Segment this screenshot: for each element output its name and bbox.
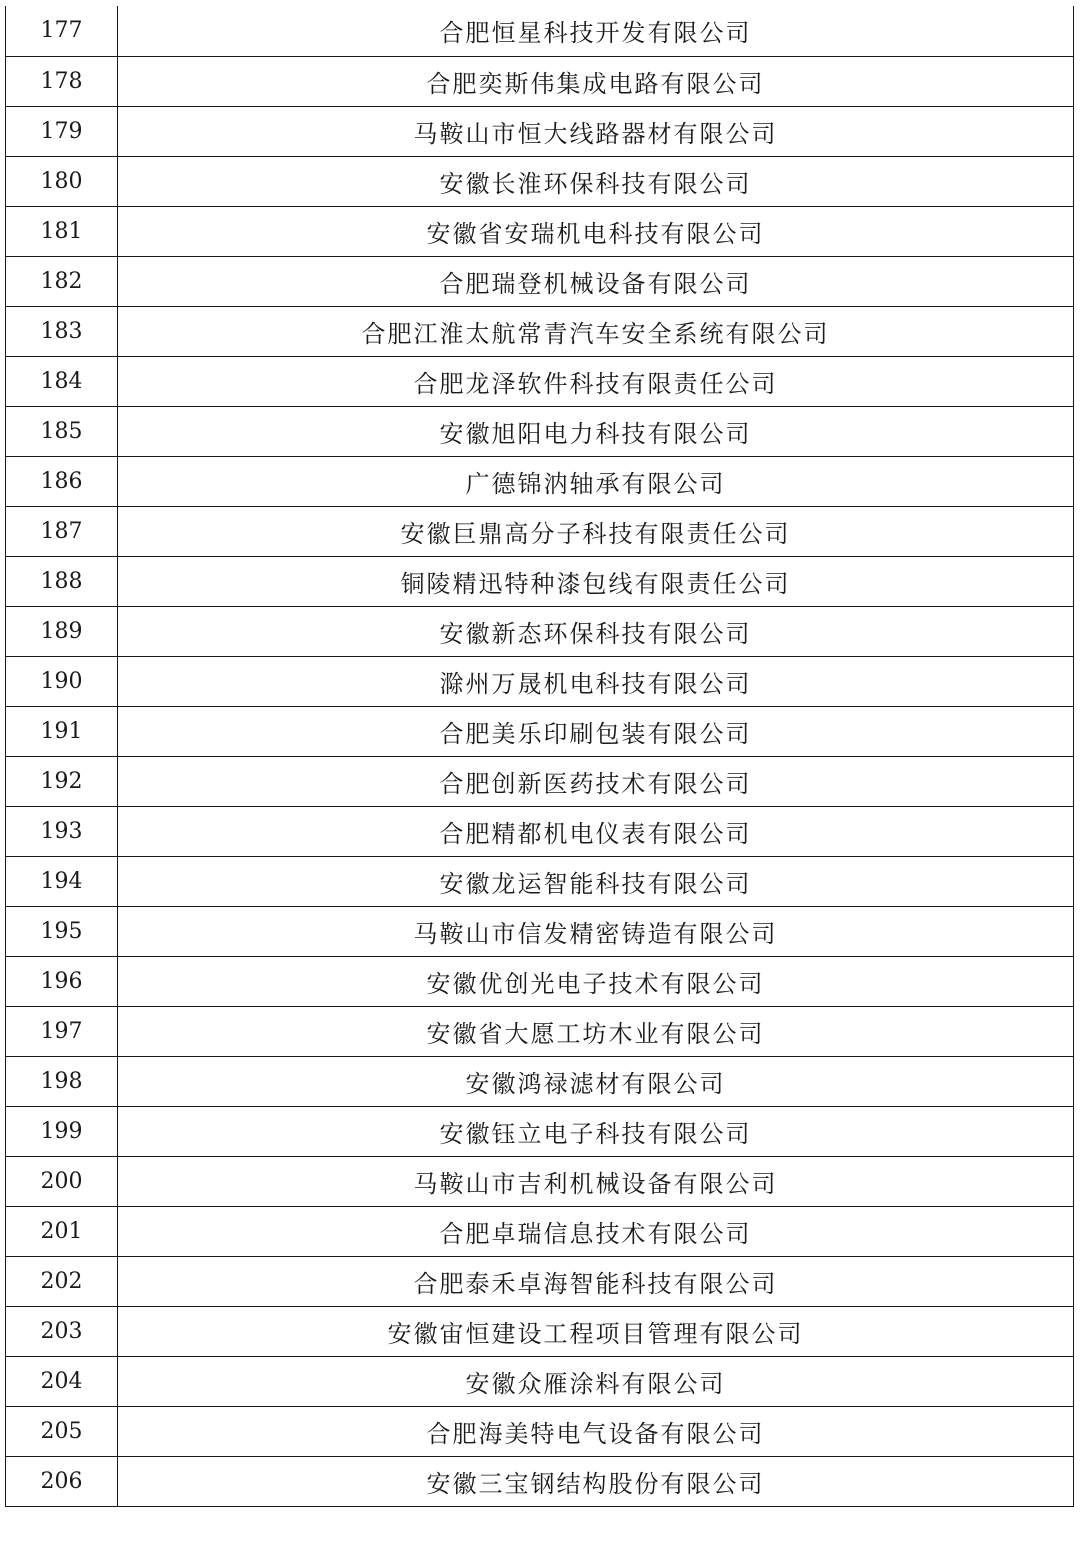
table-row [6, 106, 1074, 156]
table-row [6, 1356, 1074, 1406]
table-row [6, 206, 1074, 256]
company-name-cell: 安徽省安瑞机电科技有限公司 [118, 206, 1074, 256]
company-name-cell: 安徽省大愿工坊木业有限公司 [118, 1006, 1074, 1056]
row-number-cell: 184 [6, 356, 118, 406]
company-name-cell: 安徽三宝钢结构股份有限公司 [118, 1456, 1074, 1506]
table-row [6, 1006, 1074, 1056]
row-number-cell: 187 [6, 506, 118, 556]
company-name-cell: 合肥龙泽软件科技有限责任公司 [118, 356, 1074, 406]
company-name-cell: 铜陵精迅特种漆包线有限责任公司 [118, 556, 1074, 606]
row-number-cell: 205 [6, 1406, 118, 1456]
table-row [6, 1456, 1074, 1506]
company-name-cell: 安徽巨鼎高分子科技有限责任公司 [118, 506, 1074, 556]
company-name-cell: 安徽众雁涂料有限公司 [118, 1356, 1074, 1406]
table-row [6, 306, 1074, 356]
company-name-cell: 合肥瑞登机械设备有限公司 [118, 256, 1074, 306]
table-row [6, 6, 1074, 56]
company-name-cell: 合肥美乐印刷包装有限公司 [118, 706, 1074, 756]
row-number-cell: 195 [6, 906, 118, 956]
table-row [6, 56, 1074, 106]
table-row [6, 556, 1074, 606]
company-name-cell: 合肥泰禾卓海智能科技有限公司 [118, 1256, 1074, 1306]
table-row [6, 156, 1074, 206]
table-row [6, 356, 1074, 406]
company-name-cell: 安徽旭阳电力科技有限公司 [118, 406, 1074, 456]
company-name-cell: 安徽宙恒建设工程项目管理有限公司 [118, 1306, 1074, 1356]
table-row [6, 756, 1074, 806]
company-name-cell: 马鞍山市吉利机械设备有限公司 [118, 1156, 1074, 1206]
company-name-cell: 安徽龙运智能科技有限公司 [118, 856, 1074, 906]
row-number-cell: 179 [6, 106, 118, 156]
row-number-cell: 204 [6, 1356, 118, 1406]
table-row [6, 1206, 1074, 1256]
table-row [6, 806, 1074, 856]
company-name-cell: 合肥精都机电仪表有限公司 [118, 806, 1074, 856]
table-row [6, 1056, 1074, 1106]
table-row [6, 1156, 1074, 1206]
row-number-cell: 186 [6, 456, 118, 506]
row-number-cell: 182 [6, 256, 118, 306]
row-number-cell: 193 [6, 806, 118, 856]
row-number-cell: 196 [6, 956, 118, 1006]
table-row [6, 1256, 1074, 1306]
row-number-cell: 191 [6, 706, 118, 756]
row-number-cell: 200 [6, 1156, 118, 1206]
company-name-cell: 马鞍山市恒大线路器材有限公司 [118, 106, 1074, 156]
row-number-cell: 197 [6, 1006, 118, 1056]
company-name-cell: 合肥江淮太航常青汽车安全系统有限公司 [118, 306, 1074, 356]
row-number-cell: 190 [6, 656, 118, 706]
table-row [6, 956, 1074, 1006]
row-number-cell: 185 [6, 406, 118, 456]
company-name-cell: 安徽鸿禄滤材有限公司 [118, 1056, 1074, 1106]
row-number-cell: 201 [6, 1206, 118, 1256]
row-number-cell: 189 [6, 606, 118, 656]
table-row [6, 1306, 1074, 1356]
table-body [6, 6, 1074, 1506]
company-name-cell: 滁州万晟机电科技有限公司 [118, 656, 1074, 706]
row-number-cell: 198 [6, 1056, 118, 1106]
company-name-cell: 合肥卓瑞信息技术有限公司 [118, 1206, 1074, 1256]
company-name-cell: 安徽新态环保科技有限公司 [118, 606, 1074, 656]
company-name-cell: 合肥恒星科技开发有限公司 [118, 6, 1074, 56]
row-number-cell: 183 [6, 306, 118, 356]
row-number-cell: 199 [6, 1106, 118, 1156]
company-name-cell: 安徽钰立电子科技有限公司 [118, 1106, 1074, 1156]
row-number-cell: 178 [6, 56, 118, 106]
table-row [6, 456, 1074, 506]
row-number-cell: 181 [6, 206, 118, 256]
company-list-table [5, 6, 1074, 1507]
row-number-cell: 202 [6, 1256, 118, 1306]
company-name-cell: 安徽优创光电子技术有限公司 [118, 956, 1074, 1006]
row-number-cell: 206 [6, 1456, 118, 1506]
table-row [6, 656, 1074, 706]
table-row [6, 506, 1074, 556]
company-name-cell: 合肥海美特电气设备有限公司 [118, 1406, 1074, 1456]
table-row [6, 406, 1074, 456]
row-number-cell: 194 [6, 856, 118, 906]
company-name-cell: 马鞍山市信发精密铸造有限公司 [118, 906, 1074, 956]
table-row [6, 706, 1074, 756]
table-row [6, 606, 1074, 656]
company-name-cell: 安徽长淮环保科技有限公司 [118, 156, 1074, 206]
table-row [6, 1406, 1074, 1456]
table-row [6, 906, 1074, 956]
row-number-cell: 180 [6, 156, 118, 206]
row-number-cell: 192 [6, 756, 118, 806]
row-number-cell: 177 [6, 6, 118, 56]
row-number-cell: 188 [6, 556, 118, 606]
table-row [6, 256, 1074, 306]
company-name-cell: 广德锦汭轴承有限公司 [118, 456, 1074, 506]
company-name-cell: 合肥奕斯伟集成电路有限公司 [118, 56, 1074, 106]
table-row [6, 1106, 1074, 1156]
row-number-cell: 203 [6, 1306, 118, 1356]
table-row [6, 856, 1074, 906]
company-name-cell: 合肥创新医药技术有限公司 [118, 756, 1074, 806]
